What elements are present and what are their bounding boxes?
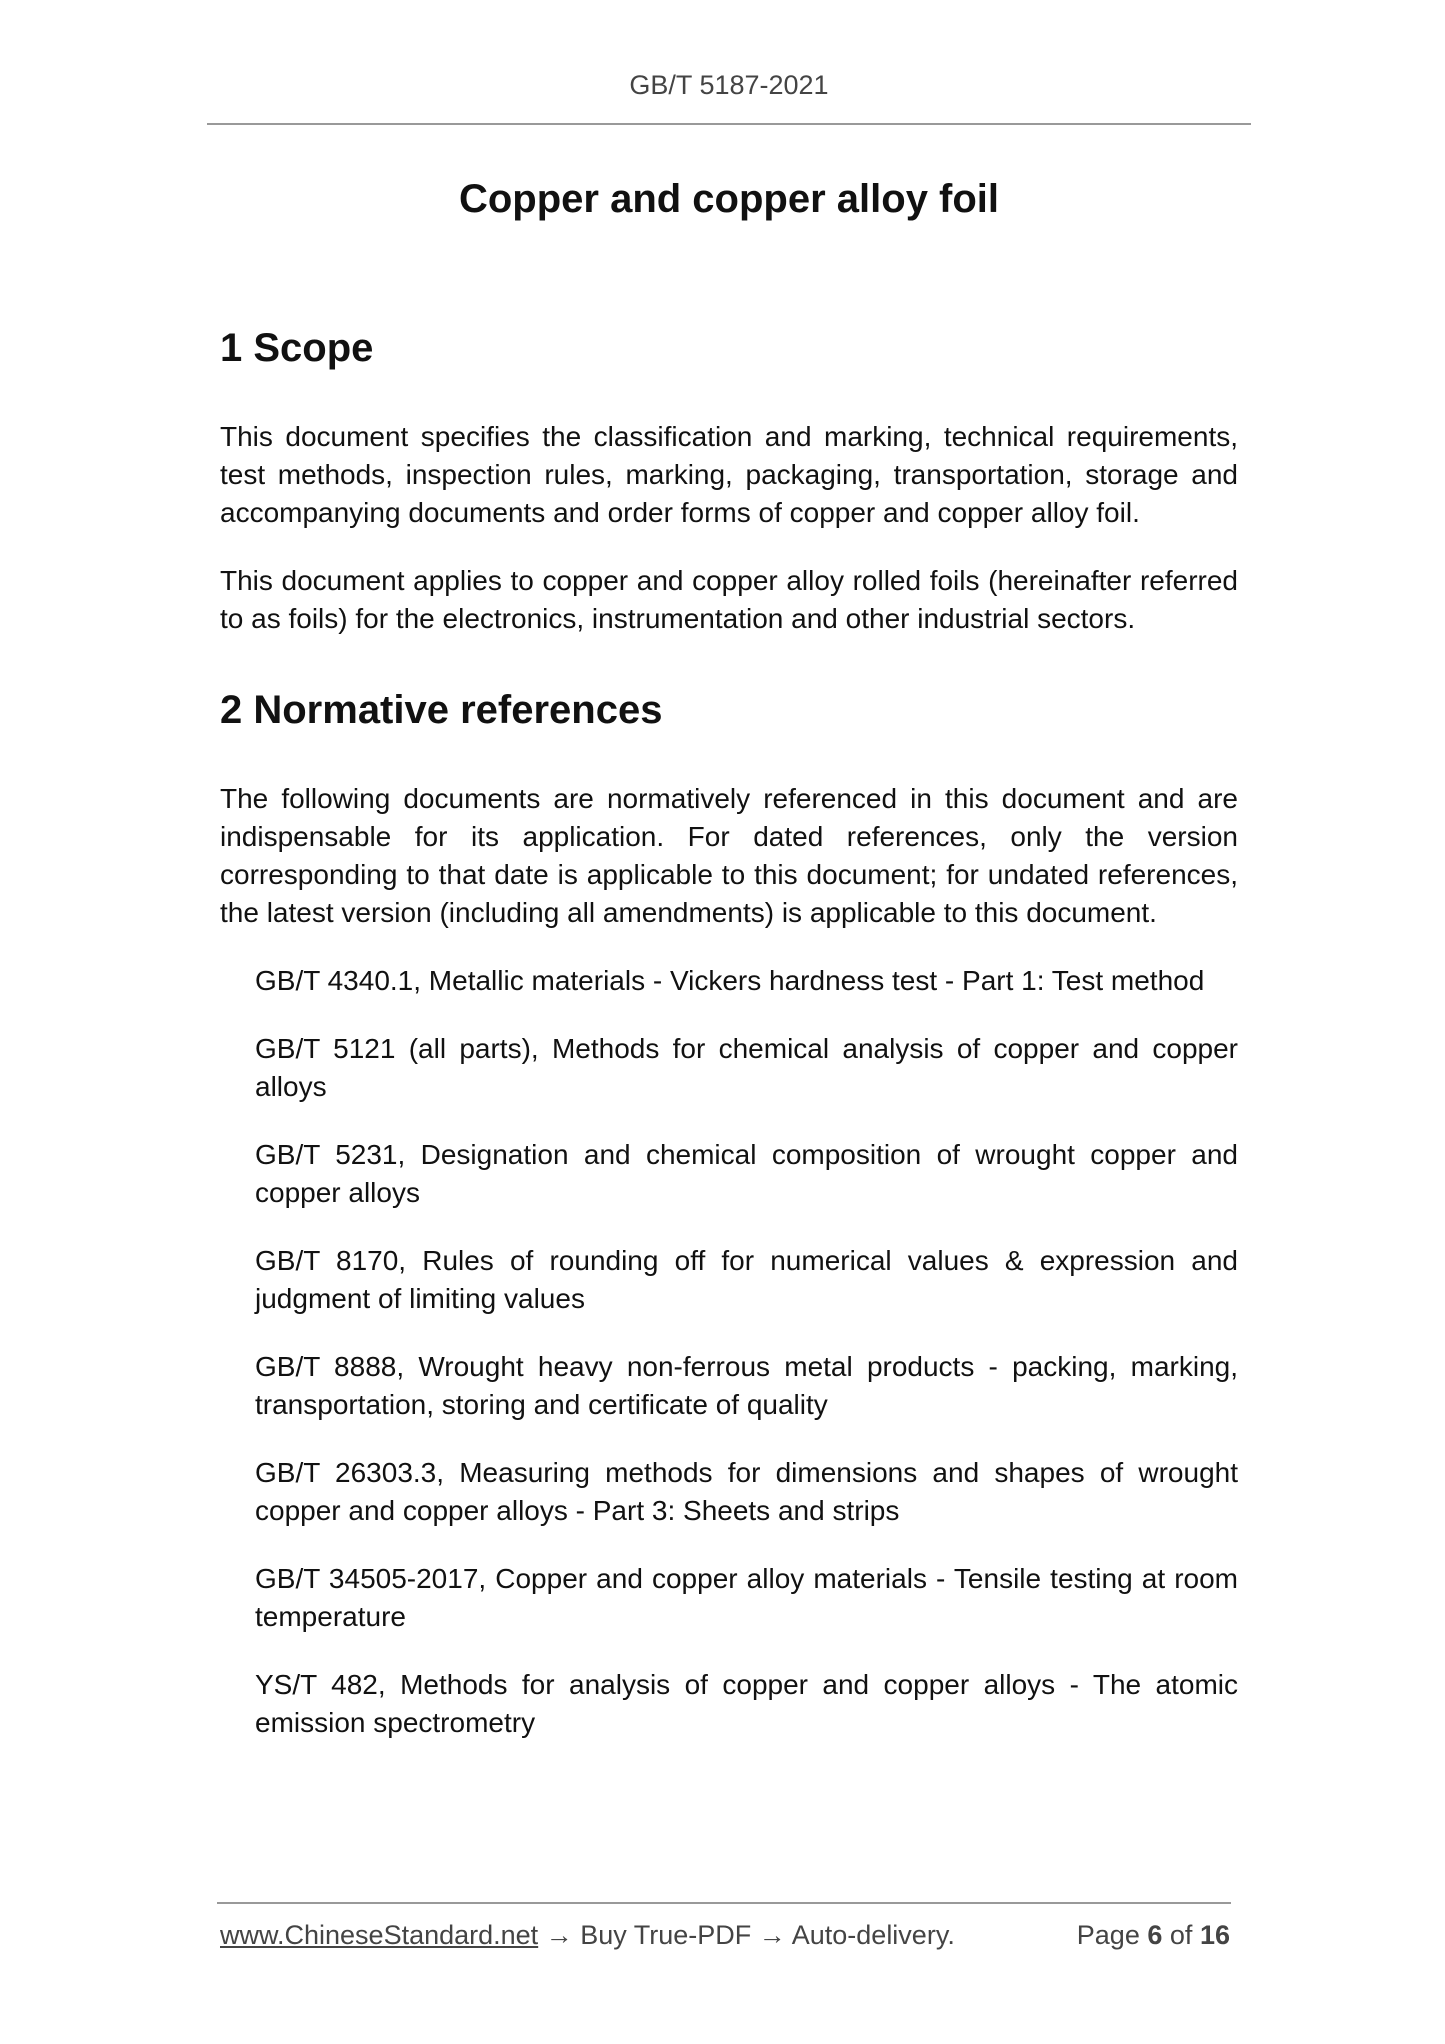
reference-list [220,962,1238,1742]
page-footer [220,1920,1230,1960]
reference-item: GB/T 5121 (all parts), Methods for chemical analysis of copper and copper alloys [255,1033,1238,1102]
header-divider [207,123,1251,125]
footer-promo-text: → Buy True-PDF → Auto-delivery. [538,1920,955,1950]
scope-paragraph: This document specifies the classification and marking, technical requirements, test methods, inspection rules, marking, packaging, transportation, storage and accompanying documents and order forms of copper and copper alloy foil. [220,421,1238,528]
current-page-number: 6 [1147,1920,1163,1950]
section-heading-scope: 1 Scope [220,326,374,370]
scope-paragraph: This document applies to copper and copper alloy rolled foils (hereinafter referred to as foils) for the electronics, instrumentation and other industrial sectors. [220,565,1238,634]
page-header-code: GB/T 5187-2021 [629,70,829,100]
reference-item: GB/T 34505-2017, Copper and copper alloy materials - Tensile testing at room temperature [255,1563,1238,1632]
section-heading-normative-references: 2 Normative references [220,688,663,732]
website-link[interactable]: www.ChineseStandard.net [220,1920,539,1950]
footer-promo [220,1920,955,1951]
reference-item: YS/T 482, Methods for analysis of copper and copper alloys - The atomic emission spectrometry [255,1669,1238,1738]
page-indicator [1077,1920,1230,1951]
reference-item: GB/T 8888, Wrought heavy non-ferrous metal products - packing, marking, transportation, storing and certificate of quality [255,1351,1238,1420]
document-body [220,165,1238,1772]
reference-item: GB/T 8170, Rules of rounding off for numerical values & expression and judgment of limiting values [255,1245,1238,1314]
reference-item: GB/T 5231, Designation and chemical composition of wrought copper and copper alloys [255,1139,1238,1208]
total-page-number: 16 [1199,1920,1230,1950]
page-of-label: of [1169,1920,1193,1950]
page-label: Page [1076,1920,1140,1950]
footer-divider [217,1902,1231,1904]
reference-item: GB/T 26303.3, Measuring methods for dimensions and shapes of wrought copper and copper alloys - Part 3: Sheets and strips [255,1457,1238,1526]
document-title: Copper and copper alloy foil [458,177,1000,221]
normative-intro-paragraph: The following documents are normatively referenced in this document and are indispensable for its application. For dated references, only the version corresponding to that date is applicable to this document; for undated references, the latest version (including all amendments) is applicable to this document. [220,783,1238,928]
reference-item: GB/T 4340.1, Metallic materials - Vickers hardness test - Part 1: Test method [255,965,1205,996]
